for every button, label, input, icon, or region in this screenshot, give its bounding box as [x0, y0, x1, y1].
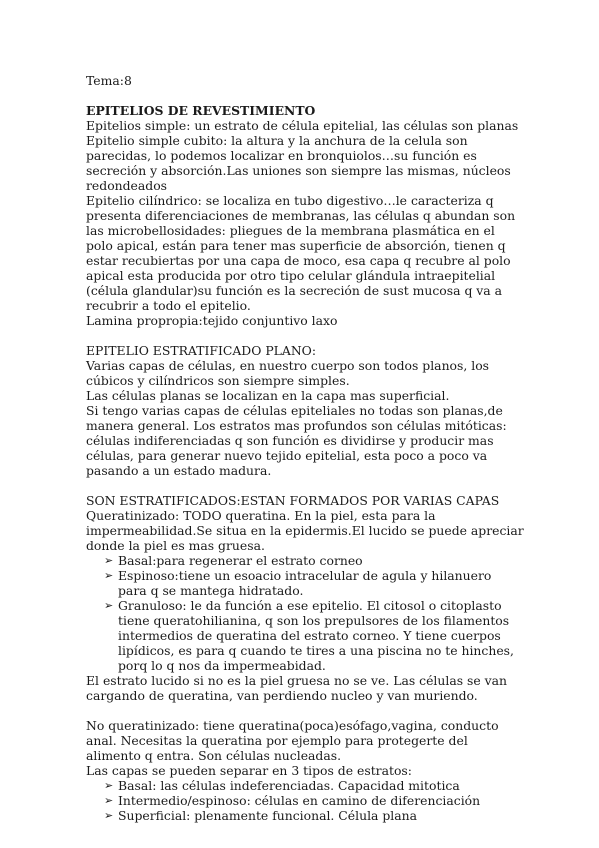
paragraph-line: Varias capas de células, en nuestro cuerpo son todos planos, los: [86, 358, 490, 373]
paragraph-line: Queratinizado: TODO queratina. En la piel, esta para la: [86, 508, 436, 523]
bullet-text-continued: tiene queratohilianina, q son los prepulsores de los filamentos: [118, 613, 510, 628]
bullet-text: Basal:para regenerar el estrato corneo: [118, 553, 363, 568]
paragraph-line: estar recubiertas por una capa de moco, esa capa q recubre al polo: [86, 253, 511, 268]
topic-label: Tema:8: [86, 73, 132, 88]
paragraph-line: Las capas se pueden separar en 3 tipos de estratos:: [86, 763, 412, 778]
paragraph-line: Epitelios simple: un estrato de célula epitelial, las células son planas: [86, 118, 519, 133]
bullet-text: Granuloso: le da función a ese epitelio. El citosol o citoplasto: [118, 598, 502, 613]
bullet-text-continued: intermedios de queratina del estrato corneo. Y tiene cuerpos: [118, 628, 501, 643]
bullet-text: Superficial: plenamente funcional. Célula plana: [118, 808, 418, 823]
paragraph-line: parecidas, lo podemos localizar en bronquiolos…su función es: [86, 148, 477, 163]
paragraph-line: donde la piel es mas gruesa.: [86, 538, 265, 553]
bullet-item-basal-layer: [86, 778, 539, 793]
bullet-text: Basal: las células indeferenciadas. Capacidad mitotica: [118, 778, 460, 793]
arrow-bullet-icon: ➢: [104, 599, 114, 612]
spacer: [86, 328, 539, 343]
paragraph-line: No queratinizado: tiene queratina(poca)esófago,vagina, conducto: [86, 718, 499, 733]
paragraph-line: células indiferenciadas q son función es dividirse y producir mas: [86, 433, 494, 448]
bullet-text: Intermedio/espinoso: células en camino de diferenciación: [118, 793, 481, 808]
paragraph-line: redondeados: [86, 178, 168, 193]
paragraph-line: secreción y absorción.Las uniones son siempre las mismas, núcleos: [86, 163, 511, 178]
spacer: [86, 703, 539, 718]
paragraph-line: (célula glandular)su función es la secreción de sust mucosa q va a: [86, 283, 503, 298]
bullet-item-basal: [86, 553, 539, 568]
paragraph-line: polo apical, están para tener mas superficie de absorción, tienen q: [86, 238, 506, 253]
paragraph-line: manera general. Los estratos mas profundos son células mitóticas:: [86, 418, 507, 433]
paragraph-line: impermeabilidad.Se situa en la epidermis.El lucido se puede apreciar: [86, 523, 524, 538]
paragraph-line: Lamina propropia:tejido conjuntivo laxo: [86, 313, 338, 328]
paragraph-line: células, para generar nuevo tejido epitelial, esta poco a poco va: [86, 448, 488, 463]
spacer: [86, 88, 539, 103]
bullet-text-continued: para q se mantega hidratado.: [118, 583, 304, 598]
bullet-text-continued: lipídicos, es para q cuando te tires a una piscina no te hinches,: [118, 643, 514, 658]
paragraph-line: pasando a un estado madura.: [86, 463, 272, 478]
arrow-bullet-icon: ➢: [104, 569, 114, 582]
bullet-item-granuloso: [86, 598, 539, 673]
section-heading: EPITELIOS DE REVESTIMIENTO: [86, 103, 316, 118]
section-estratificados: [86, 493, 539, 703]
paragraph-line: cúbicos y cilíndricos son siempre simples.: [86, 373, 350, 388]
section-estratificado-plano: [86, 343, 539, 478]
section-heading: SON ESTRATIFICADOS:ESTAN FORMADOS POR VARIAS CAPAS: [86, 493, 500, 508]
spacer: [86, 478, 539, 493]
bullet-text: Espinoso:tiene un esoacio intracelular de agula y hilanuero: [118, 568, 492, 583]
paragraph-line: recubrir a todo el epitelio.: [86, 298, 251, 313]
bullet-item-espinoso: [86, 568, 539, 598]
paragraph-line: alimento q entra. Son células nucleadas.: [86, 748, 342, 763]
arrow-bullet-icon: ➢: [104, 794, 114, 807]
paragraph-line: anal. Necesitas la queratina por ejemplo para protegerte del: [86, 733, 468, 748]
section-no-queratinizado: [86, 718, 539, 823]
paragraph-line: las microbellosidades: pliegues de la membrana plasmática en el: [86, 223, 495, 238]
bullet-text-continued: porq lo q nos da impermeabidad.: [118, 658, 326, 673]
paragraph-line: cargando de queratina, van perdiendo nucleo y van muriendo.: [86, 688, 478, 703]
paragraph-line: Epitelio cilíndrico: se localiza en tubo digestivo…le caracteriza q: [86, 193, 494, 208]
arrow-bullet-icon: ➢: [104, 779, 114, 792]
paragraph-line: El estrato lucido si no es la piel gruesa no se ve. Las células se van: [86, 673, 508, 688]
paragraph-line: presenta diferenciaciones de membranas, las células q abundan son: [86, 208, 516, 223]
arrow-bullet-icon: ➢: [104, 554, 114, 567]
section-epitelios-revestimiento: [86, 103, 539, 328]
paragraph-line: Las células planas se localizan en la capa mas superficial.: [86, 388, 450, 403]
section-heading: EPITELIO ESTRATIFICADO PLANO:: [86, 343, 317, 358]
arrow-bullet-icon: ➢: [104, 809, 114, 822]
bullet-item-superficial-layer: [86, 808, 539, 823]
paragraph-line: apical esta producida por otro tipo celular glándula intraepitelial: [86, 268, 496, 283]
bullet-item-intermediate-layer: [86, 793, 539, 808]
paragraph-line: Si tengo varias capas de células epiteliales no todas son planas,de: [86, 403, 503, 418]
paragraph-line: Epitelio simple cubito: la altura y la anchura de la celula son: [86, 133, 468, 148]
